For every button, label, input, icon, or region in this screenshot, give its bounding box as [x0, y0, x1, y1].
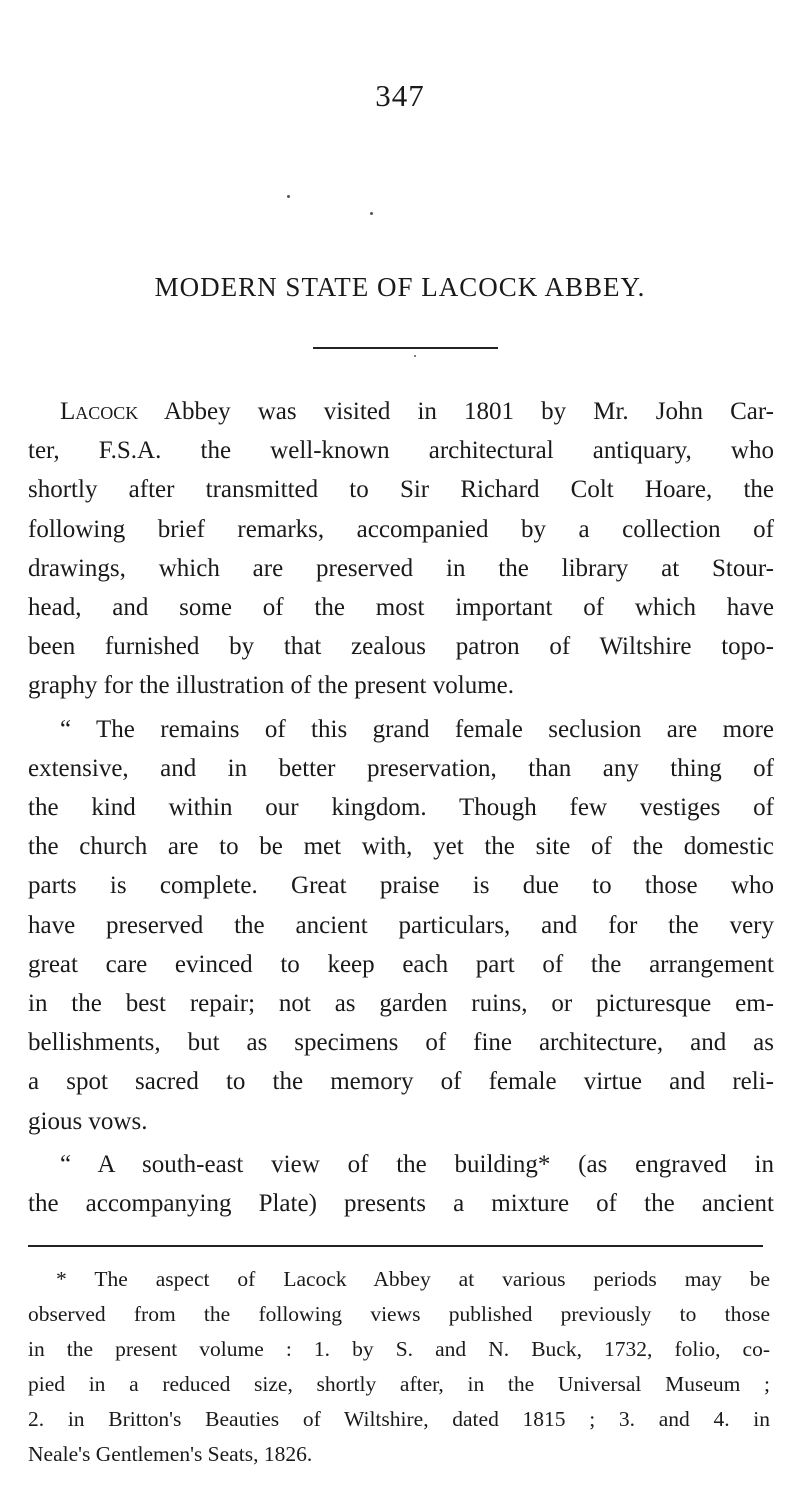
text-line: “ A south-east view of the building* (as engraved in	[60, 1150, 774, 1178]
paragraph	[28, 392, 774, 706]
text-line: gious vows.	[28, 1107, 148, 1135]
text-line: great care evinced to keep each part of the arrangement	[28, 950, 774, 978]
footnote-line: observed from the following views published previously to those	[28, 1302, 770, 1326]
text-line: in the best repair; not as garden ruins, or picturesque em-	[28, 990, 774, 1018]
text-line: the church are to be met with, yet the site of the domestic	[28, 833, 774, 861]
paper-speck	[370, 212, 373, 215]
text-line: drawings, which are preserved in the library at Stour-	[28, 554, 774, 582]
footnote-line: pied in a reduced size, shortly after, in the Universal Museum ;	[28, 1372, 770, 1396]
footnote-rule	[28, 1245, 763, 1247]
text-line: shortly after transmitted to Sir Richard Colt Hoare, the	[28, 476, 774, 504]
text-line: a spot sacred to the memory of female virtue and reli-	[28, 1068, 774, 1096]
text-line: Lacock Abbey was visited in 1801 by Mr. John Car-	[60, 398, 774, 425]
chapter-title: MODERN STATE OF LACOCK ABBEY.	[154, 272, 646, 302]
text-line: extensive, and in better preservation, than any thing of	[28, 754, 774, 782]
footnote-line: 2. in Britton's Beauties of Wiltshire, dated 1815 ; 3. and 4. in	[28, 1407, 770, 1431]
text-line: ter, F.S.A. the well-known architectural antiquary, who	[28, 437, 774, 465]
paper-speck	[287, 195, 290, 198]
body-text	[28, 392, 774, 1223]
text-line: have preserved the ancient particulars, and for the very	[28, 911, 774, 939]
footnote-line: * The aspect of Lacock Abbey at various periods may be	[56, 1267, 770, 1291]
paragraph	[28, 1145, 774, 1223]
text-line: been furnished by that zealous patron of Wiltshire topo-	[28, 633, 774, 661]
text-line: “ The remains of this grand female seclusion are more	[60, 715, 774, 743]
text-line: bellishments, but as specimens of fine architecture, and as	[28, 1029, 774, 1057]
title-rule	[313, 347, 498, 349]
text-line: the accompanying Plate) presents a mixture of the ancient	[28, 1190, 774, 1218]
text-line: parts is complete. Great praise is due to those who	[28, 872, 774, 900]
lead-word: Lacock	[60, 398, 139, 425]
text-line: the kind within our kingdom. Though few vestiges of	[28, 794, 774, 822]
text-line: graphy for the illustration of the present volume.	[28, 672, 514, 700]
page-number: 347	[375, 78, 425, 113]
footnote-line: in the present volume : 1. by S. and N. Buck, 1732, folio, co-	[28, 1337, 770, 1361]
footnote	[28, 1262, 770, 1472]
paragraph	[28, 710, 774, 1141]
text-line: head, and some of the most important of which have	[28, 594, 774, 622]
footnote-line: Neale's Gentlemen's Seats, 1826.	[28, 1442, 313, 1466]
paper-speck	[414, 355, 416, 357]
text-line: following brief remarks, accompanied by a collection of	[28, 515, 774, 543]
